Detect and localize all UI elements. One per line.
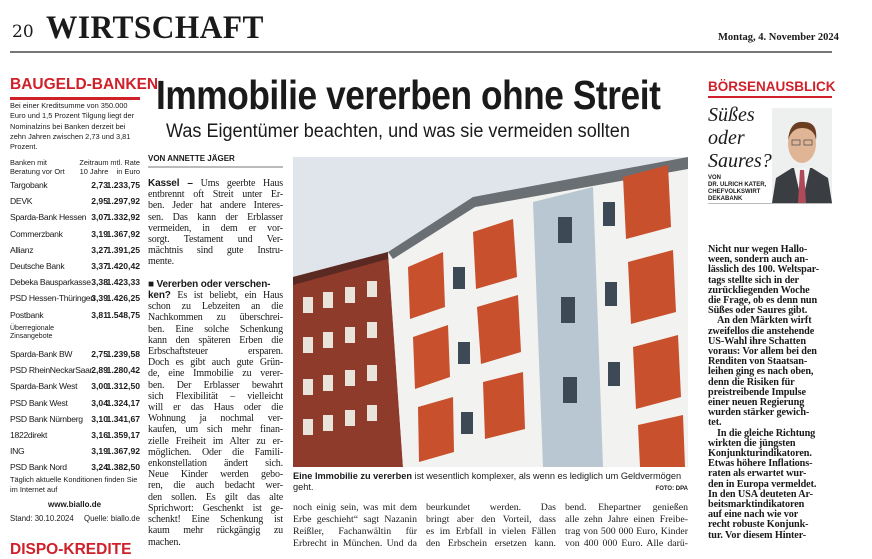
blank-line <box>148 268 283 279</box>
interest-rate: 3,04 <box>91 397 108 408</box>
caption-bold: Eine Immobilie zu vererben <box>293 471 412 481</box>
text-line: An den Märkten wirft <box>717 315 812 327</box>
column-byline-2: DR. ULRICH KATER, <box>708 182 767 188</box>
table-row <box>10 365 140 380</box>
header-rule <box>10 51 832 53</box>
text-line: US-Wahl ihre Schatten <box>708 335 806 347</box>
interest-rate: 3,00 <box>91 381 108 392</box>
text-line: zielle Freiheit im Alter zu er- <box>148 435 283 447</box>
text-line: kann den späteren Erben die <box>148 334 283 346</box>
monthly-rate: 1.426,25 <box>106 293 140 304</box>
interest-rate: 2,75 <box>91 349 108 359</box>
interest-rate: 3,27 <box>91 244 108 255</box>
text-line: Sprichwort: Geschenkt ist ge- <box>148 502 283 514</box>
text-line: zweifellos die anstehende <box>708 325 815 337</box>
text-rest: Ums geerbte Haus <box>192 178 283 189</box>
text-line: schon zu Lebzeiten an die <box>148 301 283 313</box>
sidebar-footer-text: Täglich aktuelle Konditionen finden Sie im Internet auf <box>10 475 138 495</box>
interest-rate: 2,73 <box>91 180 108 190</box>
text-line: möglichen. Oder die Famili- <box>148 446 283 458</box>
text-line: tags stellte sich in der <box>708 274 799 286</box>
text-line: wirkten die jüngsten <box>708 437 796 449</box>
column-title-rule <box>708 96 832 98</box>
monthly-rate: 1.367,92 <box>106 228 140 239</box>
regional-label-2: Zinsangebote <box>10 333 53 340</box>
text-line: schenkt! Eine Schenkung ist <box>148 514 283 526</box>
bank-name: Debeka Bausparkasse <box>10 277 91 288</box>
text-line: denn die Risiken für <box>708 376 795 388</box>
bank-name: ING <box>10 446 25 457</box>
caption-text: ist wesentlich komplexer, als wenn es lediglich um Geldvermögen geht. <box>293 471 682 492</box>
article-byline: VON ANNETTE JÄGER <box>148 154 235 163</box>
table-row <box>10 180 140 195</box>
interest-rate: 3,10 <box>91 413 108 424</box>
text-line: ben. Jeder hat andere Interes- <box>148 200 283 212</box>
section-title: WIRTSCHAFT <box>46 10 264 46</box>
text-line: zurückliegenden Woche <box>708 284 810 296</box>
sidebar-intro: Bei einer Kreditsumme von 350.000 Euro und 1,5 Prozent Tilgung liegt der Nominalzins bei Banken derzeit bei zehn Jahren zwischen 2,73 und 3,81 Prozent. <box>10 101 135 152</box>
table-row <box>10 349 140 364</box>
text-line: preistreibende Impulse <box>708 386 806 398</box>
interest-rate: 3,19 <box>91 228 108 239</box>
column-headline-1: Süßes <box>708 104 755 126</box>
text-line: tet. <box>708 417 722 429</box>
photo-caption <box>293 471 688 493</box>
text-line: will er das Haus oder die <box>148 402 283 414</box>
interest-rate: 3,81 <box>91 309 108 320</box>
table-row <box>10 277 140 292</box>
column-byline-4: DEKABANK <box>708 196 743 202</box>
page-number: 20 <box>12 22 34 42</box>
monthly-rate: 1.420,42 <box>106 261 140 271</box>
text-line: kaum mehr rückgängig zu <box>148 525 283 537</box>
monthly-rate: 1.382,50 <box>106 462 140 473</box>
article-column-1 <box>148 178 283 548</box>
bank-name: Allianz <box>10 244 34 255</box>
column-headline-3: Saures? <box>708 150 772 172</box>
text-line: auf eine nach wie vor <box>708 509 799 521</box>
text-line: Nachkommen zu überschrei- <box>148 312 283 324</box>
text-line: alle zehn Jahre einen Freibe- <box>565 514 688 525</box>
text-line: den sollen. Es gilt das alte <box>148 491 283 503</box>
article-column-4 <box>565 502 688 550</box>
table-row <box>10 398 140 413</box>
article-headline: Immobilie vererben ohne Streit <box>156 72 661 118</box>
bank-name: PSD Bank West <box>10 397 68 408</box>
interest-rate: 3,39 <box>91 293 108 304</box>
next-sidebar-title: DISPO-KREDITE <box>10 541 132 558</box>
bold-lead: Kassel – <box>148 178 193 189</box>
table-row <box>10 414 140 429</box>
bank-name: Commerzbank <box>10 228 63 239</box>
text-line: Erbrecht in München. Und da <box>293 538 417 549</box>
bank-name: Sparda-Bank Hessen <box>10 212 87 223</box>
text-line: wurden stärker gewich- <box>708 407 810 419</box>
table-row <box>10 381 140 396</box>
column-headline-2: oder <box>708 127 745 149</box>
text-line: tur. Vor diesem Hinter- <box>708 529 807 541</box>
interest-rate: 2,95 <box>91 196 108 207</box>
text-line: einer neuen Regierung <box>708 397 805 409</box>
column-body <box>708 245 836 541</box>
source: Quelle: biallo.de <box>84 514 140 523</box>
article-subheadline: Was Eigentümer beachten, und was sie vermeiden sollten <box>166 121 630 142</box>
interest-rate: 2,89 <box>91 365 108 376</box>
interest-rate: 3,16 <box>91 430 108 440</box>
column-byline <box>708 175 766 203</box>
text-line: enkonstellation ändert sich. <box>148 458 283 470</box>
text-line: Nicht nur wegen Hallo- <box>708 244 808 255</box>
byline-rule <box>148 166 283 168</box>
bold-lead: ken? <box>148 290 171 302</box>
table-row <box>10 229 140 244</box>
monthly-rate: 1.341,67 <box>106 413 140 424</box>
text-rest: Es ist beliebt, ein Haus <box>170 290 283 302</box>
text-line: In den USA deuteten Ar- <box>708 488 813 500</box>
bank-name: PSD Hessen-Thüringen <box>10 293 95 304</box>
text-line: ben. Der Erblasser bewahrt <box>148 379 283 391</box>
text-line: sen. Das kann der Erblasser <box>148 211 283 223</box>
table-row <box>10 212 140 227</box>
website-link[interactable]: www.biallo.de <box>48 500 102 509</box>
text-line: Renditen von Staatsan- <box>708 356 808 368</box>
bank-name: Targobank <box>10 180 48 190</box>
table-row <box>10 245 140 260</box>
text-line: entbrennt oft Streit unter Er- <box>148 189 283 201</box>
interest-rate: 3,19 <box>91 446 108 457</box>
stand-date: Stand: 30.10.2024 <box>10 514 74 523</box>
bank-name: PSD Bank Nord <box>10 462 67 473</box>
article-photo <box>293 157 688 467</box>
text-line <box>148 279 283 290</box>
text-line: Doch es gibt auch gute Grün- <box>148 357 283 369</box>
text-line: mächtnis sind gute Instru- <box>148 245 283 257</box>
text-line: den in Europa vermeldet. <box>708 478 817 490</box>
interest-rate: 3,38 <box>91 277 108 288</box>
text-line: kaufen, um sich mehr finan- <box>148 424 283 436</box>
text-line: ween, sondern auch an- <box>708 254 809 266</box>
regional-label-1: Überregionale <box>10 325 54 332</box>
monthly-rate: 1.324,17 <box>106 397 140 408</box>
sidebar-rule <box>10 97 140 100</box>
col-header-rate: Zeitraum <box>79 158 109 167</box>
bank-name: Sparda-Bank BW <box>10 349 73 359</box>
text-line: Süßes oder Saures gibt. <box>708 305 808 317</box>
text-line <box>148 178 283 189</box>
monthly-rate: 1.332,92 <box>106 212 140 223</box>
monthly-rate: 1.548,75 <box>106 309 140 320</box>
text-line: bend. Ehepartner genießen <box>565 502 688 513</box>
text-line: leihen ging es nach oben, <box>708 366 814 378</box>
photo-credit: FOTO: DPA <box>655 486 688 492</box>
text-line: raten als erwartet wur- <box>708 468 807 480</box>
text-line: vermeiden, in dem er vor- <box>148 222 283 234</box>
text-line: ren, die auch bedacht wer- <box>148 480 283 492</box>
bank-name: PSD RheinNeckarSaar <box>10 365 93 376</box>
bank-name: Postbank <box>10 309 44 320</box>
column-byline-3: CHEFVOLKSWIRT <box>708 189 761 195</box>
text-line: noch einig sein, was mit dem <box>293 502 417 513</box>
text-line: de, eine Immobilie zu verer- <box>148 368 283 380</box>
col-header-monthly: mtl. Rate <box>110 158 140 167</box>
text-line: machen. <box>148 536 181 548</box>
col-header-rate-2: 10 Jahre <box>79 167 109 176</box>
text-line: Konjunkturindikatoren. <box>708 448 812 460</box>
monthly-rate: 1.359,17 <box>106 430 140 440</box>
text-line: beurkundet werden. Das <box>426 502 556 513</box>
text-line: mente. <box>148 256 175 268</box>
text-line: von 400 000 Euro. Alle darü- <box>565 538 688 549</box>
monthly-rate: 1.280,42 <box>106 365 140 376</box>
interest-rate: 3,24 <box>91 462 108 473</box>
monthly-rate: 1.312,50 <box>106 381 140 392</box>
monthly-rate: 1.423,33 <box>106 277 140 288</box>
bank-name: Deutsche Bank <box>10 261 65 271</box>
table-row <box>10 293 140 308</box>
text-line: es im Erbfall in vielen Fällen <box>426 526 556 537</box>
text-line: lässlich des 100. Weltspar- <box>708 264 820 276</box>
text-line <box>148 290 283 301</box>
bank-name: Sparda-Bank West <box>10 381 78 392</box>
table-row <box>10 430 140 445</box>
bank-name: DEVK <box>10 196 33 207</box>
monthly-rate: 1.367,92 <box>106 446 140 457</box>
bold-lead: ■ Vererben oder verschen- <box>148 278 271 290</box>
bank-name: PSD Bank Nürnberg <box>10 413 83 424</box>
text-line: die Frage, ob es denn nun <box>708 295 818 307</box>
column-byline-1: VON <box>708 175 722 181</box>
table-row <box>10 261 140 276</box>
author-portrait <box>772 108 832 203</box>
issue-date: Montag, 4. November 2024 <box>718 32 839 43</box>
col-header-monthly-2: in Euro <box>116 167 140 176</box>
table-header <box>10 158 140 180</box>
text-line: den Erbschein ersetzen kann. <box>426 538 556 549</box>
table-row <box>10 310 140 325</box>
text-line: trag von 500 000 Euro, Kinder <box>565 526 688 537</box>
column-byline-rule <box>708 203 832 204</box>
sidebar-title: BAUGELD-BANKEN <box>10 76 159 93</box>
text-line: sorgt. Testament und Ver- <box>148 234 283 246</box>
column-headline <box>708 104 772 173</box>
text-line: ben. Eine solche Schenkung <box>148 323 283 335</box>
monthly-rate: 1.239,58 <box>106 349 140 359</box>
table-row <box>10 446 140 461</box>
text-line: Reißler, Fachanwältin für <box>293 526 417 537</box>
text-line: Etwas höhere Inflations- <box>708 458 813 470</box>
monthly-rate: 1.391,25 <box>106 244 140 255</box>
text-line: Erbschaftsteuer ersparen. <box>148 346 283 358</box>
monthly-rate: 1.233,75 <box>106 180 140 190</box>
text-line: Wohnung ja nochmal ver- <box>148 413 283 425</box>
col-header-bank: Banken mit <box>10 158 47 167</box>
text-line: voraus: Vor allem bei den <box>708 346 817 358</box>
text-line: Neue Kinder werden gebo- <box>148 469 283 481</box>
text-line: sich Flexibilität – vielleicht <box>148 390 283 402</box>
interest-rate: 3,07 <box>91 212 108 223</box>
regional-label <box>10 325 54 341</box>
author-photo-icon <box>772 108 832 203</box>
col-header-bank-2: Beratung vor Ort <box>10 167 65 176</box>
text-line: beitsmarktindikatoren <box>708 499 805 511</box>
text-line: recht robuste Konjunk- <box>708 519 809 531</box>
article-column-3 <box>426 502 556 550</box>
interest-rate: 3,37 <box>91 261 108 271</box>
text-line: Erbe geschieht“ sagt Nazanin <box>293 514 417 525</box>
text-line: In die gleiche Richtung <box>717 427 816 439</box>
article-column-2 <box>293 502 417 550</box>
monthly-rate: 1.297,92 <box>106 196 140 207</box>
bank-name: 1822direkt <box>10 430 48 440</box>
table-row <box>10 196 140 211</box>
column-title: BÖRSENAUSBLICK <box>708 79 836 94</box>
apartment-building-image <box>293 157 688 467</box>
text-line: bringt aber den Vorteil, dass <box>426 514 556 525</box>
